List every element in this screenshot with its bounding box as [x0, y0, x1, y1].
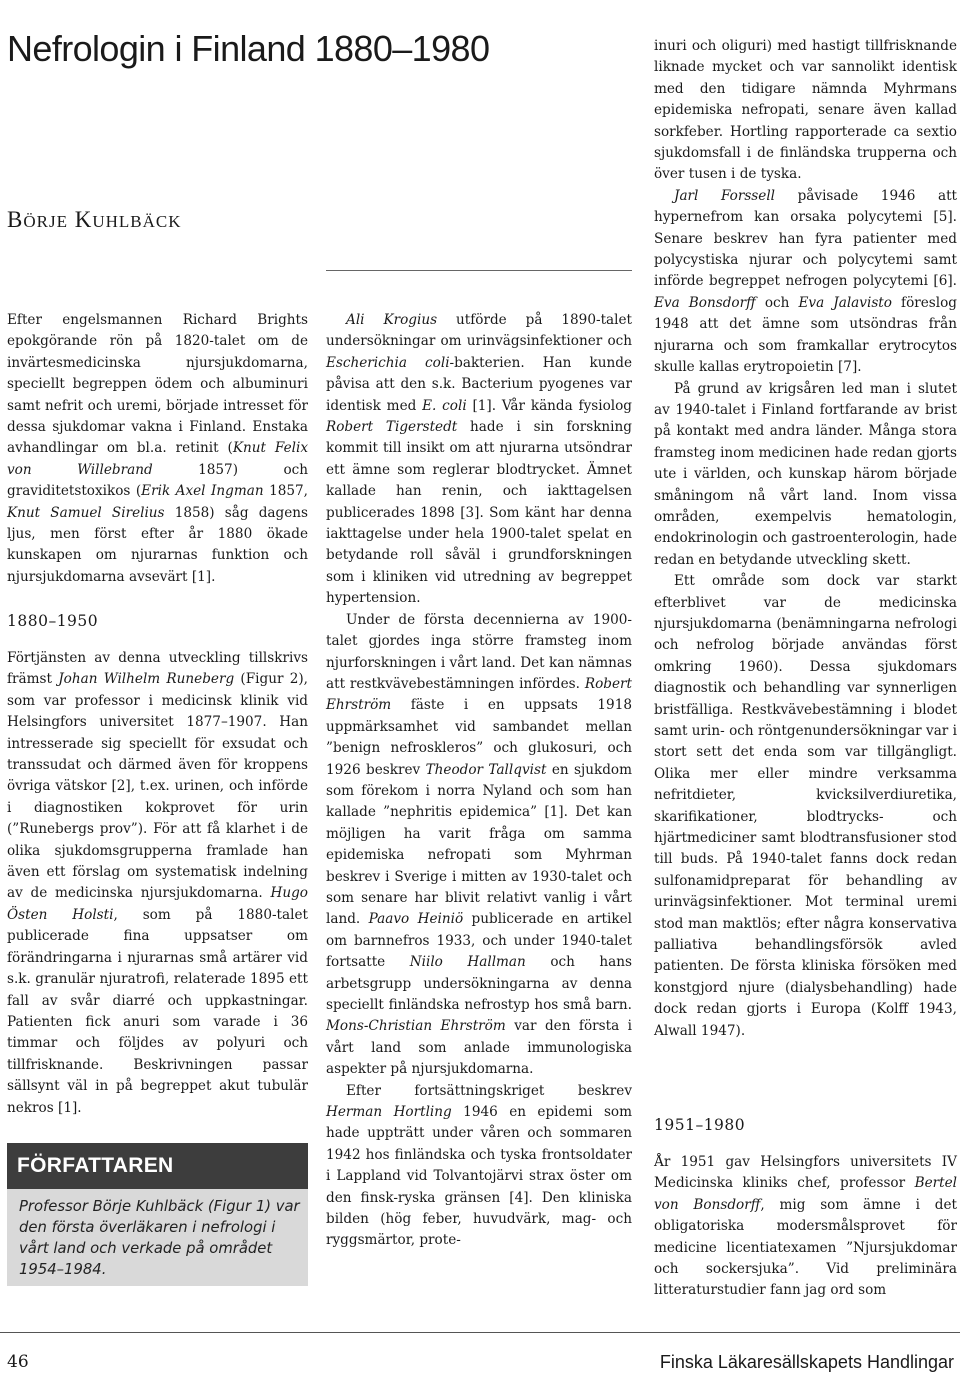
column-3	[654, 36, 957, 1042]
author-first-initial: B	[7, 207, 24, 232]
page-number: 46	[7, 1352, 29, 1372]
header-divider	[326, 270, 632, 271]
paragraph-1900-talet: Under de första decennierna av 1900-talet gjordes inga större framsteg inom njurforskningen i vårt land. Det kan nämnas att restkvävebestämningen infördes. Robert Ehrström fäste i en uppsats 1918 uppmärksamhet vid sambandet mellan ”benign nefroskleros” och glukosuri, och 1926 beskrev Theodor Tallqvist en sjukdom som förekom i norra Nyland och som han kallade ”nephritis epidemica” [1]. Det kan möjligen ha varit fråga om samma epidemiska nefropati som Myhrman beskrev i Sverige i mitten av 1930-talet och som senare har blivit relativt vanlig i vårt land. Paavo Heiniö publicerade en artikel om barnnefros 1933, och under 1940-talet fortsatte Niilo Hallman och hans arbetsgrupp undersökningarna av denna speciellt finländska nefrostyp hos små barn. Mons-Christian Ehrström var den första i vårt land som anlade immunologiska aspekter på njursjukdomarna.	[326, 611, 633, 1078]
paragraph-hortling: Efter fortsättningskriget beskrev Herman Hortling 1946 en epidemi som hade uppträtt under våren och sommaren 1942 hos finländska och tyska frontsoldater i Lappland vid Tolvantojärvi strax öster om den finsk-ryska gränsen [4]. Den kliniska bilden (hög feber, huvudvärk, mag- och ryggsmärtor, prote-	[326, 1082, 632, 1249]
author-last-rest: UHLBÄCK	[92, 212, 182, 231]
paragraph-runeberg: Förtjänsten av denna utveckling tillskrivs främst Johan Wilhelm Runeberg (Figur 2), som var professor i medicinsk klinik vid Helsingfors universitet 1877–1907. Han intresserade sig speciellt för exsudat och transsudat och därmed även för kroppens övriga vätskor [2], t.ex. urinen, och införde i diagnostiken kokprovet för urin (”Runebergs prov”). För att få klarhet i de olika sjukdomsgrupperna framlade han även ett förslag om systematisk indelning av de medicinska njursjukdomarna. Hugo Östen Holsti, som på 1880-talet publicerade fina uppsatser om förändringarna i njurarnas små artärer vid s.k. granulär njuratrofi, relaterade 1895 ett fall av svår diarré och uppkastningar. Patienten fick anuri som varade i 36 timmar och följdes av polyuri och tillfrisknande. Beskrivningen passar sällsynt väl in på begreppet akut tubulär nekros [1].	[7, 650, 308, 1116]
paragraph-1951: År 1951 gav Helsingfors universitets IV Medicinska kliniks chef, professor Bertel von Bonsdorff, mig som ämne i det obligatoriska modersmålsprovet för medicine licentiatexamen ”Njursjukdomar och sockersjuka”. Vid preliminära litteraturstudier fann jag ord som	[654, 1154, 957, 1299]
author-box-text: Professor Börje Kuhlbäck (Figur 1) var den första överläkaren i nefrologi i vårt land och verkade på området 1954–1984.	[19, 1198, 300, 1278]
author-box-title: FÖRFATTAREN	[7, 1143, 308, 1189]
column-1-section	[7, 648, 308, 1119]
paragraph-intro: Efter engelsmannen Richard Brights epokgörande rön på 1820-talet om de invärtesmedicinska njursjukdomarna, speciellt begreppen ödem och albuminuri samt nefrit och uremi, började intresset för dessa sjukdomar vakna i Finland. Enstaka avhandlingar om bl.a. retinit (Knut Felix von Willebrand 1857) och graviditetstoxikos (Erik Axel Ingman 1857, Knut Samuel Sirelius 1858) såg dagens ljus, men först efter år 1880 ökade kunskapen om njurarnas funktion och njursjukdomarna avsevärt [1].	[7, 312, 309, 585]
section-heading-1880-1950: 1880–1950	[7, 612, 99, 630]
author-name	[7, 207, 182, 233]
paragraph-krogius: Ali Krogius utförde på 1890-talet undersökningar om urinvägsinfektioner och Escherichia coli-bakterien. Han kunde påvisa att den s.k. Bacterium pyogenes var identisk med E. coli [1]. Vår kända fysiolog Robert Tigerstedt hade i sin forskning kommit till insikt om att njurarna utsöndrar ett ämne som reglerar blodtrycket. Ämnet kallade han renin, och iakttagelsen publicerades 1898 [3]. Som känt har denna iakttagelse under hela 1900-talet spelat en betydande roll såväl i grundforskningen som i kliniken vid utredning av begreppet hypertension.	[326, 312, 632, 607]
section-heading-1951-1980: 1951–1980	[654, 1116, 746, 1134]
author-first-rest: ÖRJE	[23, 212, 68, 231]
paragraph-continued: inuri och oliguri) med hastigt tillfrisknande liknade mycket och var sannolikt identisk med den tidigare nämnda Myhrmans epidemiska nefropati, senare även kallad sorkfeber. Hortling rapporterade ca sextio sjukdomsfall i de finländska trupperna och över tusen i de tyska.	[654, 38, 957, 183]
column-1	[7, 310, 308, 588]
column-3-section	[654, 1152, 957, 1302]
paragraph-forssell: Jarl Forssell påvisade 1946 att hypernefrom kan orsaka polycytemi [5]. Senare beskrev han fyra patienter med polycystiska njurar och polycytemi samt införde begreppet nefrogen polycytemi [6]. Eva Bonsdorff och Eva Jalavisto föreslog 1948 att det ämne som utsöndras från njurarna och som framkallar erytrocytos skulle kallas erytropoietin [7].	[654, 187, 958, 376]
footer-divider	[0, 1332, 960, 1333]
journal-name: Finska Läkaresällskapets Handlingar	[659, 1352, 954, 1372]
paragraph-krigsaren: På grund av krigsåren led man i slutet av 1940-talet i Finland fortfarande av brist på kontakt med andra länder. Många stora framsteg inom medicinen hade redan gjorts ute i världen, och kunskap härom började småningom nå vårt land. Inom vissa områden, exempelvis hematologin, endokrinologin och gastroenterologin, hade redan en betydande utveckling skett.	[654, 380, 957, 568]
author-box	[7, 1143, 308, 1286]
column-2	[326, 310, 632, 1252]
article-title: Nefrologin i Finland 1880–1980	[7, 28, 490, 69]
paragraph-njursjukdomar: Ett område som dock var starkt efterblivet var de medicinska njursjukdomarna (benämningarna nefrologi och nefrolog började användas först omkring 1960). Dessa sjukdomars diagnostik och behandling var synnerligen bristfälliga. Restkvävebestämning i blodet samt urin- och röntgenundersökningar var i stort sett det enda som var tillgängligt. Olika mer eller mindre verksamma nefritdieter, kvicksilverdiuretika, skarifikationer, blodtrycks- och hjärtmediciner samt blodtransfusioner stod till buds. På 1940-talet fanns dock redan sulfonamidpreparat för behandling av urinvägsinfektioner. Mot terminal uremi stod man maktlös; efter några konservativa palliativa behandlingsförsök avled patienten. De första kliniska försöken med konstgjord njure (dialysbehandling) hade dock redan gjorts i Europa (Kolff 1943, Alwall 1947).	[654, 573, 957, 1039]
author-last-initial: K	[74, 207, 93, 232]
